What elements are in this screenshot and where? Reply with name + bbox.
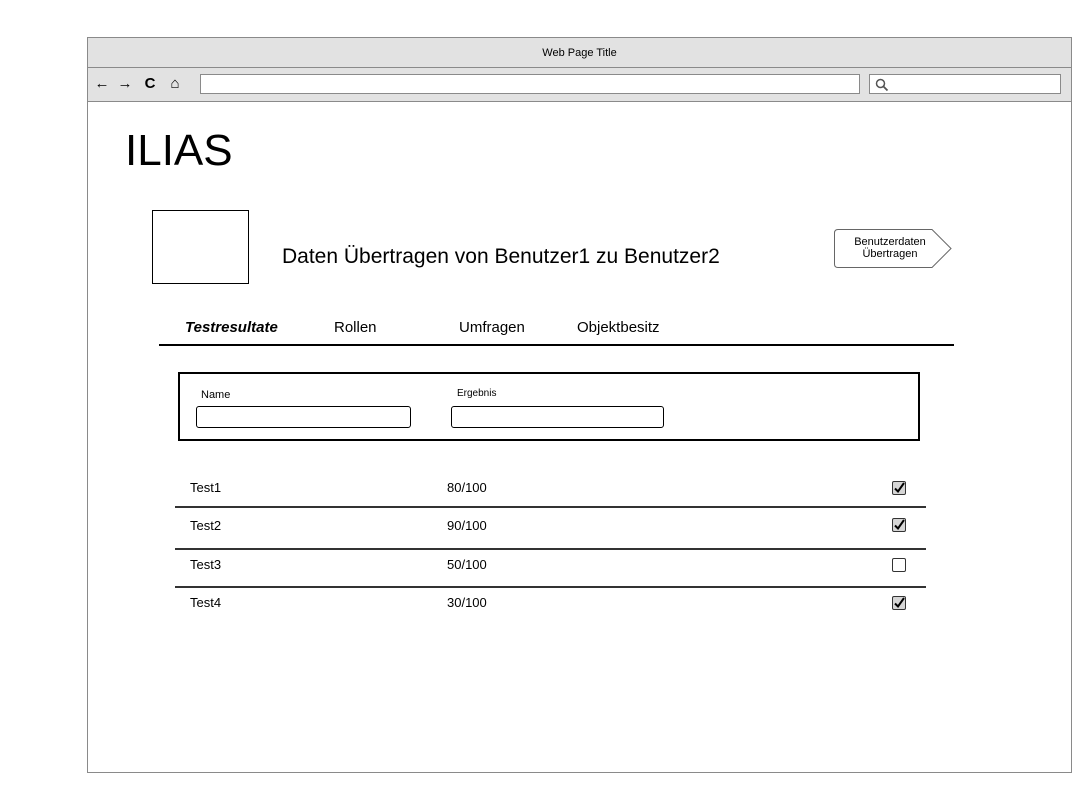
filter-panel: [178, 372, 920, 441]
tab-divider: [159, 344, 954, 346]
row-divider: [175, 548, 926, 550]
button-label-line2: Übertragen: [862, 248, 918, 260]
row-divider: [175, 506, 926, 508]
row-3-score: 50/100: [447, 557, 487, 572]
tab-objektbesitz[interactable]: Objektbesitz: [577, 319, 660, 336]
home-icon[interactable]: ⌂: [170, 75, 180, 92]
transfer-user-data-button[interactable]: [834, 229, 952, 269]
reload-icon[interactable]: C: [144, 75, 156, 92]
result-filter-input[interactable]: [451, 406, 664, 428]
row-3-name: Test3: [190, 557, 222, 572]
row-4-score: 30/100: [447, 595, 487, 610]
address-bar[interactable]: [200, 74, 860, 94]
browser-search-input[interactable]: [869, 74, 1061, 94]
row-2-score: 90/100: [447, 518, 487, 533]
browser-toolbar: [88, 68, 1071, 102]
row-2-name: Test2: [190, 518, 222, 533]
tab-rollen[interactable]: Rollen: [334, 319, 377, 336]
image-placeholder: [152, 210, 249, 284]
row-3-checkbox[interactable]: [892, 558, 906, 572]
window-title: Web Page Title: [88, 38, 1071, 68]
tab-umfragen[interactable]: Umfragen: [459, 319, 525, 336]
row-1-name: Test1: [190, 480, 222, 495]
name-filter-input[interactable]: [196, 406, 411, 428]
forward-icon[interactable]: →: [117, 75, 133, 92]
button-label-line1: Benutzerdaten: [854, 236, 926, 248]
result-filter-label: Ergebnis: [457, 388, 497, 399]
row-4-checkbox[interactable]: [892, 596, 906, 610]
name-filter-label: Name: [201, 389, 231, 401]
search-icon: [875, 78, 889, 92]
row-2-checkbox[interactable]: [892, 518, 906, 532]
row-1-checkbox[interactable]: [892, 481, 906, 495]
tab-testresultate[interactable]: Testresultate: [185, 319, 278, 336]
row-divider: [175, 586, 926, 588]
app-logo: ILIAS: [125, 126, 233, 175]
row-1-score: 80/100: [447, 480, 487, 495]
button-label: [840, 236, 940, 260]
page-title: Daten Übertragen von Benutzer1 zu Benutzer2: [282, 245, 720, 268]
row-4-name: Test4: [190, 595, 222, 610]
back-icon[interactable]: ←: [94, 75, 110, 92]
